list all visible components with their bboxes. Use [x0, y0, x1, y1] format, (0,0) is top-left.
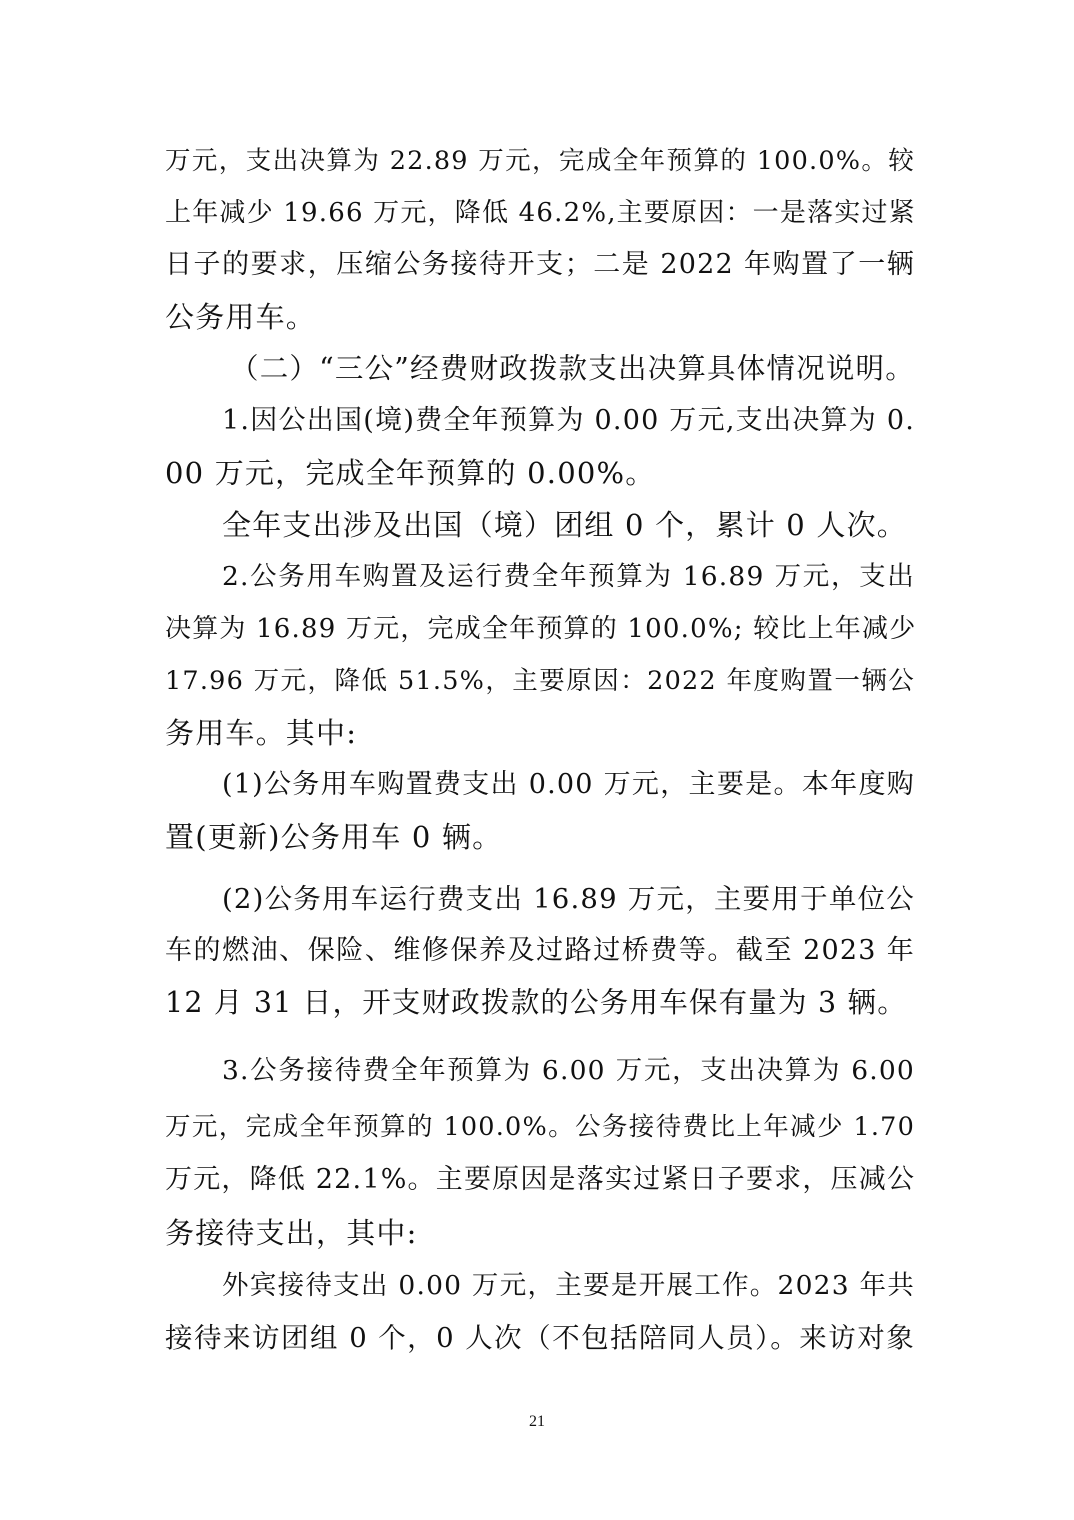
text-line: 2.公务用车购置及运行费全年预算为 16.89 万元，支出	[222, 561, 915, 592]
text-line: 3.公务接待费全年预算为 6.00 万元，支出决算为 6.00	[222, 1055, 915, 1086]
text-line: 上年减少 19.66 万元，降低 46.2%,主要原因：一是落实过紧	[165, 198, 916, 228]
text-line: 00 万元，完成全年预算的 0.00%。	[165, 456, 656, 490]
text-line: 万元，降低 22.1%。主要原因是落实过紧日子要求，压减公	[165, 1164, 916, 1195]
text-line: 12 月 31 日，开支财政拨款的公务用车保有量为 3 辆。	[165, 986, 907, 1019]
text-line: 车的燃油、保险、维修保养及过路过桥费等。截至 2023 年	[165, 935, 915, 966]
text-line: 万元，支出决算为 22.89 万元，完成全年预算的 100.0%。较	[165, 146, 915, 176]
text-line: 全年支出涉及出国（境）团组 0 个，累计 0 人次。	[222, 508, 907, 542]
text-line: 接待来访团组 0 个，0 人次（不包括陪同人员）。来访对象	[165, 1322, 915, 1354]
text-line: 1.因公出国(境)费全年预算为 0.00 万元,支出决算为 0.	[222, 405, 915, 436]
text-line: 决算为 16.89 万元，完成全年预算的 100.0%; 较比上年减少	[165, 614, 917, 644]
text-line: (2)公务用车运行费支出 16.89 万元，主要用于单位公	[222, 883, 915, 915]
text-line: 务接待支出，其中:	[165, 1216, 418, 1250]
section-heading: （二）“三公”经费财政拨款支出决算具体情况说明。	[230, 352, 915, 385]
text-line: 日子的要求，压缩公务接待开支；二是 2022 年购置了一辆	[165, 249, 915, 280]
text-line: 万元，完成全年预算的 100.0%。公务接待费比上年减少 1.70	[165, 1112, 915, 1142]
text-line: 外宾接待支出 0.00 万元，主要是开展工作。2023 年共	[222, 1270, 915, 1301]
page-number: 21	[529, 1413, 545, 1430]
text-line: 17.96 万元，降低 51.5%，主要原因：2022 年度购置一辆公	[165, 666, 915, 696]
text-line: 置(更新)公务用车 0 辆。	[165, 820, 503, 854]
text-line: (1)公务用车购置费支出 0.00 万元，主要是。本年度购	[222, 769, 915, 800]
text-line: 公务用车。	[165, 300, 317, 334]
text-line: 务用车。其中:	[165, 716, 358, 750]
